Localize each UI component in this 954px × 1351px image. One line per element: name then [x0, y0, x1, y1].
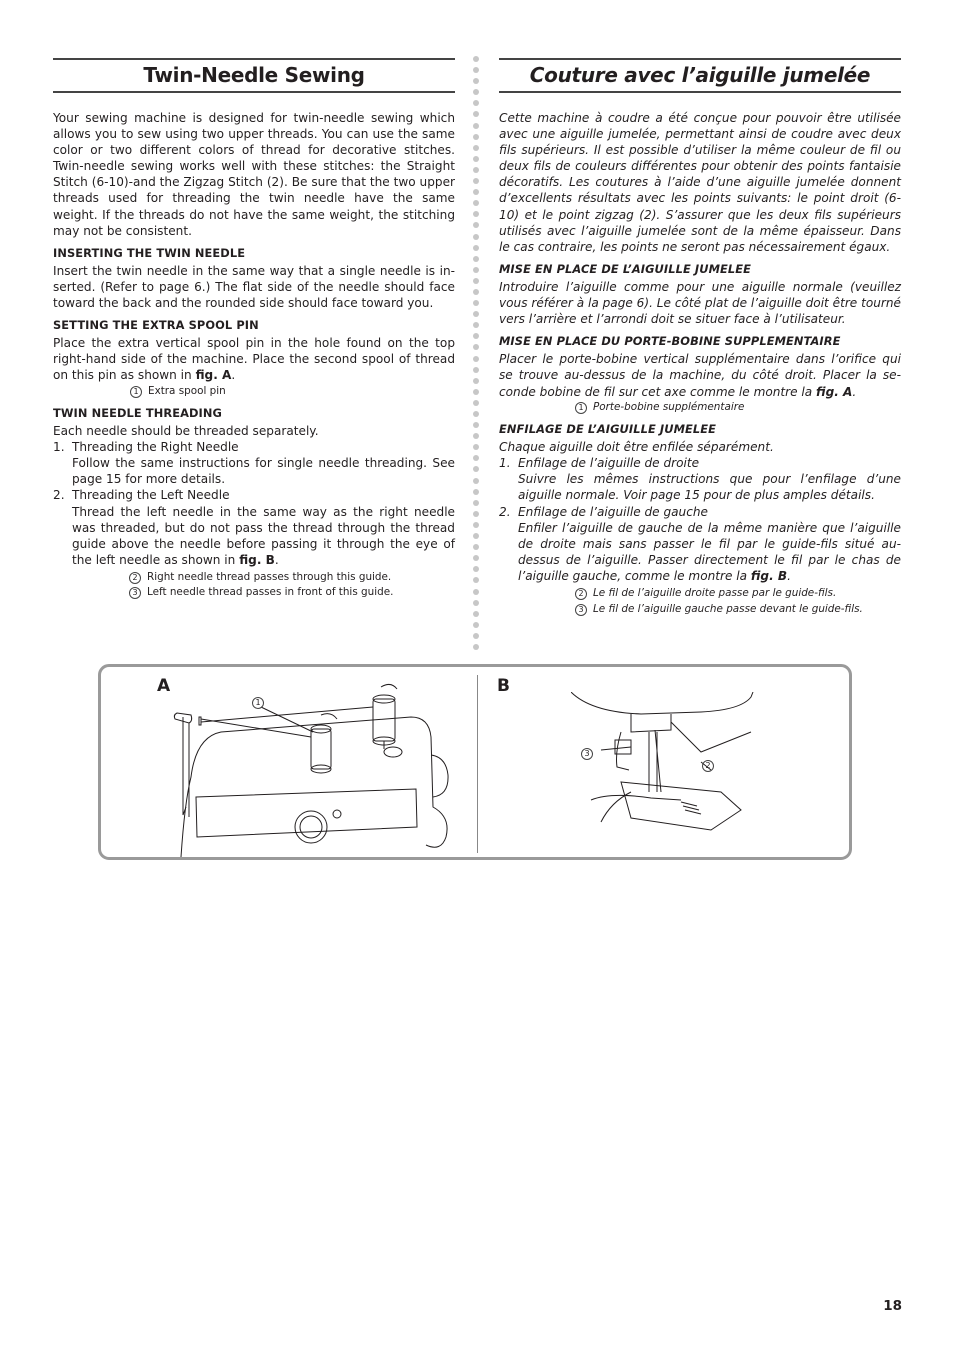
- english-item-2-num: 2.: [53, 488, 65, 503]
- english-item-2-paragraph: Thread the left needle in the same way as the right needle was threaded, but do not pass the thread through the thread guide above the needle before passing it through the eye of the left needle as shown in fig. B.: [72, 504, 455, 567]
- english-list-item-1: [53, 439, 455, 487]
- english-s3-text: Each needle should be threaded separately.: [53, 424, 319, 439]
- english-column: [53, 58, 455, 601]
- french-s2-paragraph: Placer le porte-bobine vertical supplémentaire dans l’orifice qui se trouve au-dessus de la machine, du côté droit. Placer la se-conde bobine de fil sur cet axe comme le montre la fig. A.: [499, 352, 901, 399]
- french-s2-text: Placer le porte-bobine vertical supplémentaire dans l’orifice qui se trouve au-dessus de la machine, du côté droit. Placer la se-conde bobine de fil sur cet axe comme le montre la: [499, 352, 901, 399]
- figure-a-callout-1: [252, 695, 264, 711]
- french-s2-ref: fig. A: [816, 384, 853, 399]
- english-heading-bar: [53, 58, 455, 93]
- french-item-2-ref: fig. B: [750, 568, 788, 583]
- english-item-2-text: Thread the left needle in the same way as the right needle was threaded, but do not pass the thread through the thread guide above the needle before passing it through the eye of the left needle as shown in: [72, 504, 455, 567]
- french-s3-heading: ENFILAGE DE L’AIGUILLE JUMELEE: [499, 422, 717, 437]
- english-s2-heading: SETTING THE EXTRA SPOOL PIN: [53, 318, 259, 333]
- english-item-2-ref: fig. B: [239, 552, 275, 567]
- english-item-1-text: Follow the same instructions for single needle threading. See page 15 for more details.: [72, 456, 455, 487]
- english-s3-heading: TWIN NEEDLE THREADING: [53, 406, 222, 420]
- french-s2-heading: MISE EN PLACE DU PORTE-BOBINE SUPPLEMENTAIRE: [499, 334, 841, 349]
- french-title: Couture avec l’aiguille jumelée: [529, 63, 871, 87]
- english-body: [53, 110, 455, 601]
- english-item-2-title: Threading the Left Needle: [72, 488, 230, 503]
- french-item-1-num: 1.: [499, 456, 511, 471]
- french-body: [499, 110, 901, 617]
- figure-b-needle-illustration: [571, 692, 761, 842]
- english-s1-text: Insert the twin needle in the same way that a single needle is in-serted. (Refer to page 6.) The flat side of the needle should face toward the back and the rounded side should face toward you.: [53, 263, 455, 311]
- french-item-1-title: Enfilage de l’aiguille de droite: [518, 456, 700, 471]
- french-item-1-text: Suivre les mêmes instructions que pour l’enfilage d’une aiguille normale. Voir page 15 pour de plus amples détails.: [518, 472, 901, 503]
- callout-3-icon: 3: [581, 748, 593, 760]
- french-item-2-paragraph: Enfiler l’aiguille de gauche de la même manière que l’aiguille de droite mais sans passer le fil par le guide-fils situé au-dessus de l’aiguille. Passer directement le fil par le chas de l’aiguille gauche, comme le montre la fig. B.: [518, 520, 901, 583]
- english-note-1-text: Extra spool pin: [148, 384, 226, 397]
- french-item-2-title: Enfilage de l’aiguille de gauche: [518, 504, 708, 519]
- french-s3-text: Chaque aiguille doit être enfilée séparément.: [499, 440, 774, 455]
- french-list-item-1: [499, 455, 901, 503]
- english-title: Twin-Needle Sewing: [143, 63, 365, 87]
- french-list-item-2: [499, 504, 901, 584]
- english-note-1: [53, 384, 455, 400]
- english-intro: Your sewing machine is designed for twin-needle sewing which allows you to sew using two upper threads. You can use the same color or two different colors of thread for decorative stitches. Twin-needle sewing works well with these stitches: the Straight Stitch (6-10)-and the Zigzag Stitch (2). Be sure that the two upper threads used for threading the twin needle have the same weight. If the threads do not have the same weight, the stitching may not be consistent.: [53, 111, 455, 238]
- figure-b-callout-3: [581, 746, 593, 762]
- english-s2-paragraph: Place the extra vertical spool pin in the hole found on the top right-hand side of the machine. Place the second spool of thread on this pin as shown in fig. A.: [53, 336, 455, 383]
- figure-b-label: B: [497, 676, 510, 696]
- english-s2-ref: fig. A: [195, 368, 232, 383]
- figure-separator: [477, 675, 478, 853]
- french-s1-heading: MISE EN PLACE DE L’AIGUILLE JUMELEE: [499, 261, 752, 276]
- french-intro: Cette machine à coudre a été conçue pour pouvoir être utilisée avec une aiguille jumelée, permettant ainsi de coudre avec deux fils supérieurs. Il est possible d’utiliser la même couleur de fil ou deux fils de couleurs différentes pour obtenir des points fantaisie décoratifs. Les coutures à l’aide d’une aiguille jumelée donnent d’excellents résultats avec les points suivants: le point droit (6-10) et le point zigzag (2). S’assurer que les deux fils supérieurs utilisés avec l’aiguille jumelée sont de la même épaisseur. Dans le cas contraire, les points ne seront pas nécessairement égaux.: [499, 111, 901, 254]
- english-note-2-text: Right needle thread passes through this guide.: [147, 570, 392, 583]
- english-list-item-2: [53, 487, 455, 567]
- callout-3-icon: 3: [575, 604, 587, 616]
- french-note-1-text: Porte-bobine supplémentaire: [593, 400, 745, 413]
- english-item-1-num: 1.: [53, 440, 65, 455]
- french-heading-bar: [499, 58, 901, 93]
- english-s2-text: Place the extra vertical spool pin in the hole found on the top right-hand side of the machine. Place the second spool of thread on this pin as shown in: [53, 336, 455, 383]
- french-note-3: [499, 602, 901, 618]
- french-note-2-text: Le fil de l’aiguille droite passe par le guide-fils.: [593, 587, 837, 600]
- french-item-2-num: 2.: [499, 504, 511, 519]
- english-note-3-text: Left needle thread passes in front of this guide.: [147, 586, 394, 599]
- figure-box: [98, 664, 852, 860]
- french-note-2: [499, 586, 901, 602]
- callout-1-icon: 1: [252, 697, 264, 709]
- french-note-1: [499, 400, 901, 416]
- callout-3-icon: 3: [129, 587, 141, 599]
- english-s1-heading: INSERTING THE TWIN NEEDLE: [53, 245, 246, 260]
- figure-a-spool-pin-illustration: [161, 677, 461, 857]
- figure-a-label: A: [157, 676, 171, 696]
- callout-2-icon: 2: [702, 760, 714, 772]
- callout-2-icon: 2: [129, 572, 141, 584]
- french-item-2-text: Enfiler l’aiguille de gauche de la même manière que l’aiguille de droite mais sans passer le fil par le guide-fils situé au-dessus de l’aiguille. Passer directement le fil par le chas de l’aiguille gauche, comme le montre la: [518, 520, 901, 583]
- french-s1-text: Introduire l’aiguille comme pour une aiguille normale (veuillez vous référer à la page 6). Le côté plat de l’aiguille doit être tourné vers l’arrière et l’arrondi doit se situer face à l’utilisateur.: [499, 279, 901, 327]
- callout-1-icon: 1: [130, 386, 142, 398]
- callout-2-icon: 2: [575, 588, 587, 600]
- callout-1-icon: 1: [575, 402, 587, 414]
- page-number: 18: [883, 1298, 902, 1314]
- column-divider: [473, 56, 479, 654]
- french-column: [499, 58, 901, 617]
- figure-b-callout-2: [702, 758, 714, 774]
- french-note-3-text: Le fil de l’aiguille gauche passe devant le guide-fils.: [593, 602, 863, 615]
- english-note-2: [53, 570, 455, 586]
- english-note-3: [53, 585, 455, 601]
- english-item-1-title: Threading the Right Needle: [72, 440, 239, 455]
